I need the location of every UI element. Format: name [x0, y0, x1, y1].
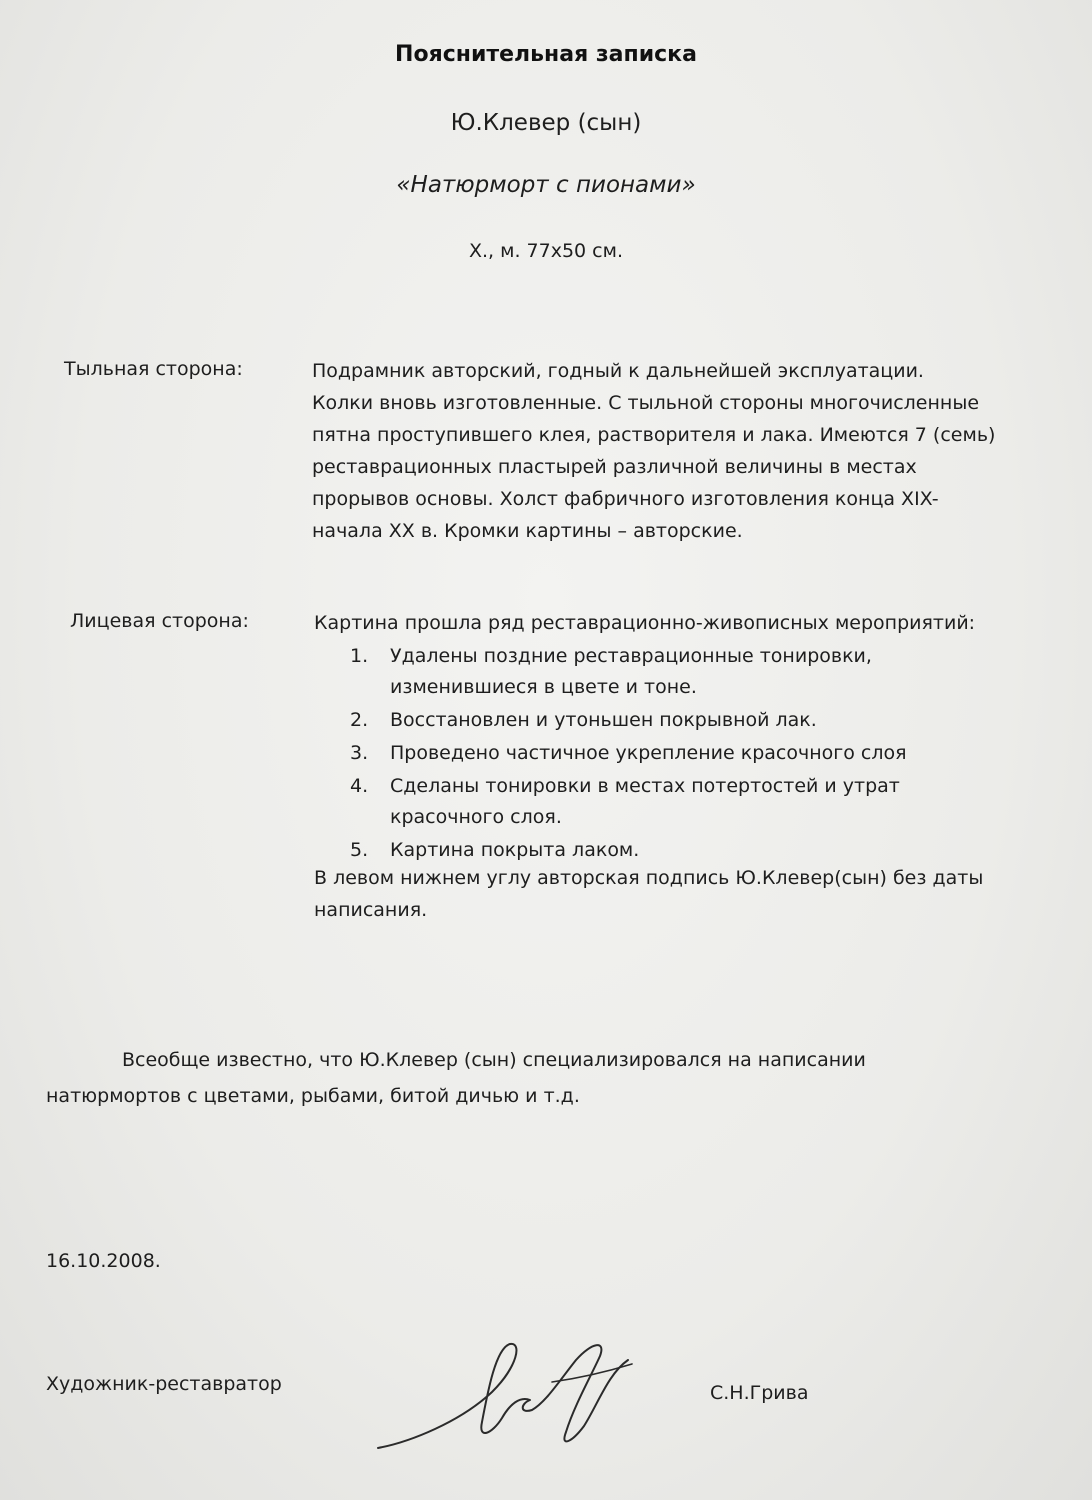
step-text: красочного слоя.	[390, 806, 562, 828]
back-side-line: Колки вновь изготовленные. С тыльной стороны многочисленные	[312, 392, 980, 414]
specialization-paragraph	[46, 1042, 866, 1114]
front-side-label: Лицевая сторона:	[70, 610, 249, 632]
document-title: Пояснительная записка	[395, 42, 697, 67]
list-item	[350, 705, 1050, 736]
step-text: изменившиеся в цвете и тоне.	[390, 676, 697, 698]
step-number: 5.	[350, 839, 369, 861]
restorer-name: С.Н.Грива	[710, 1382, 809, 1404]
list-item	[350, 771, 1050, 833]
artwork-title: «Натюрморт с пионами»	[396, 172, 696, 198]
step-number: 2.	[350, 709, 369, 731]
artist-name: Ю.Клевер (сын)	[450, 110, 642, 136]
back-side-description	[312, 355, 1052, 547]
step-number: 1.	[350, 645, 369, 667]
step-text: Восстановлен и утоньшен покрывной лак.	[390, 709, 817, 731]
back-side-line: прорывов основы. Холст фабричного изготовления конца XIX-	[312, 488, 939, 510]
paragraph-line: натюрмортов с цветами, рыбами, битой дичью и т.д.	[46, 1085, 580, 1107]
step-text: Удалены поздние реставрационные тонировки,	[390, 645, 872, 667]
back-side-line: начала XX в. Кромки картины – авторские.	[312, 520, 743, 542]
front-side-intro: Картина прошла ряд реставрационно-живописных мероприятий:	[314, 612, 976, 634]
handwritten-signature	[370, 1330, 650, 1460]
step-number: 3.	[350, 742, 369, 764]
step-text: Картина покрыта лаком.	[390, 839, 640, 861]
document-date: 16.10.2008.	[46, 1250, 161, 1272]
paragraph-line: Всеобще известно, что Ю.Клевер (сын) специализировался на написании	[122, 1049, 866, 1071]
back-side-line: Подрамник авторский, годный к дальнейшей эксплуатации.	[312, 360, 924, 382]
signature-note-line: В левом нижнем углу авторская подпись Ю.Клевер(сын) без даты	[314, 867, 984, 889]
back-side-line: реставрационных пластырей различной величины в местах	[312, 456, 917, 478]
step-text: Проведено частичное укрепление красочного слоя	[390, 742, 907, 764]
restoration-steps-list	[350, 641, 1050, 868]
step-number: 4.	[350, 775, 369, 797]
back-side-line: пятна проступившего клея, растворителя и лака. Имеются 7 (семь)	[312, 424, 996, 446]
artwork-medium-size: Х., м. 77х50 см.	[468, 240, 623, 262]
signature-note	[314, 862, 983, 926]
signature-note-line: написания.	[314, 899, 428, 921]
back-side-label: Тыльная сторона:	[64, 358, 243, 380]
list-item	[350, 641, 1050, 703]
step-text: Сделаны тонировки в местах потертостей и утрат	[390, 775, 900, 797]
list-item	[350, 738, 1050, 769]
restorer-role: Художник-реставратор	[46, 1373, 282, 1395]
